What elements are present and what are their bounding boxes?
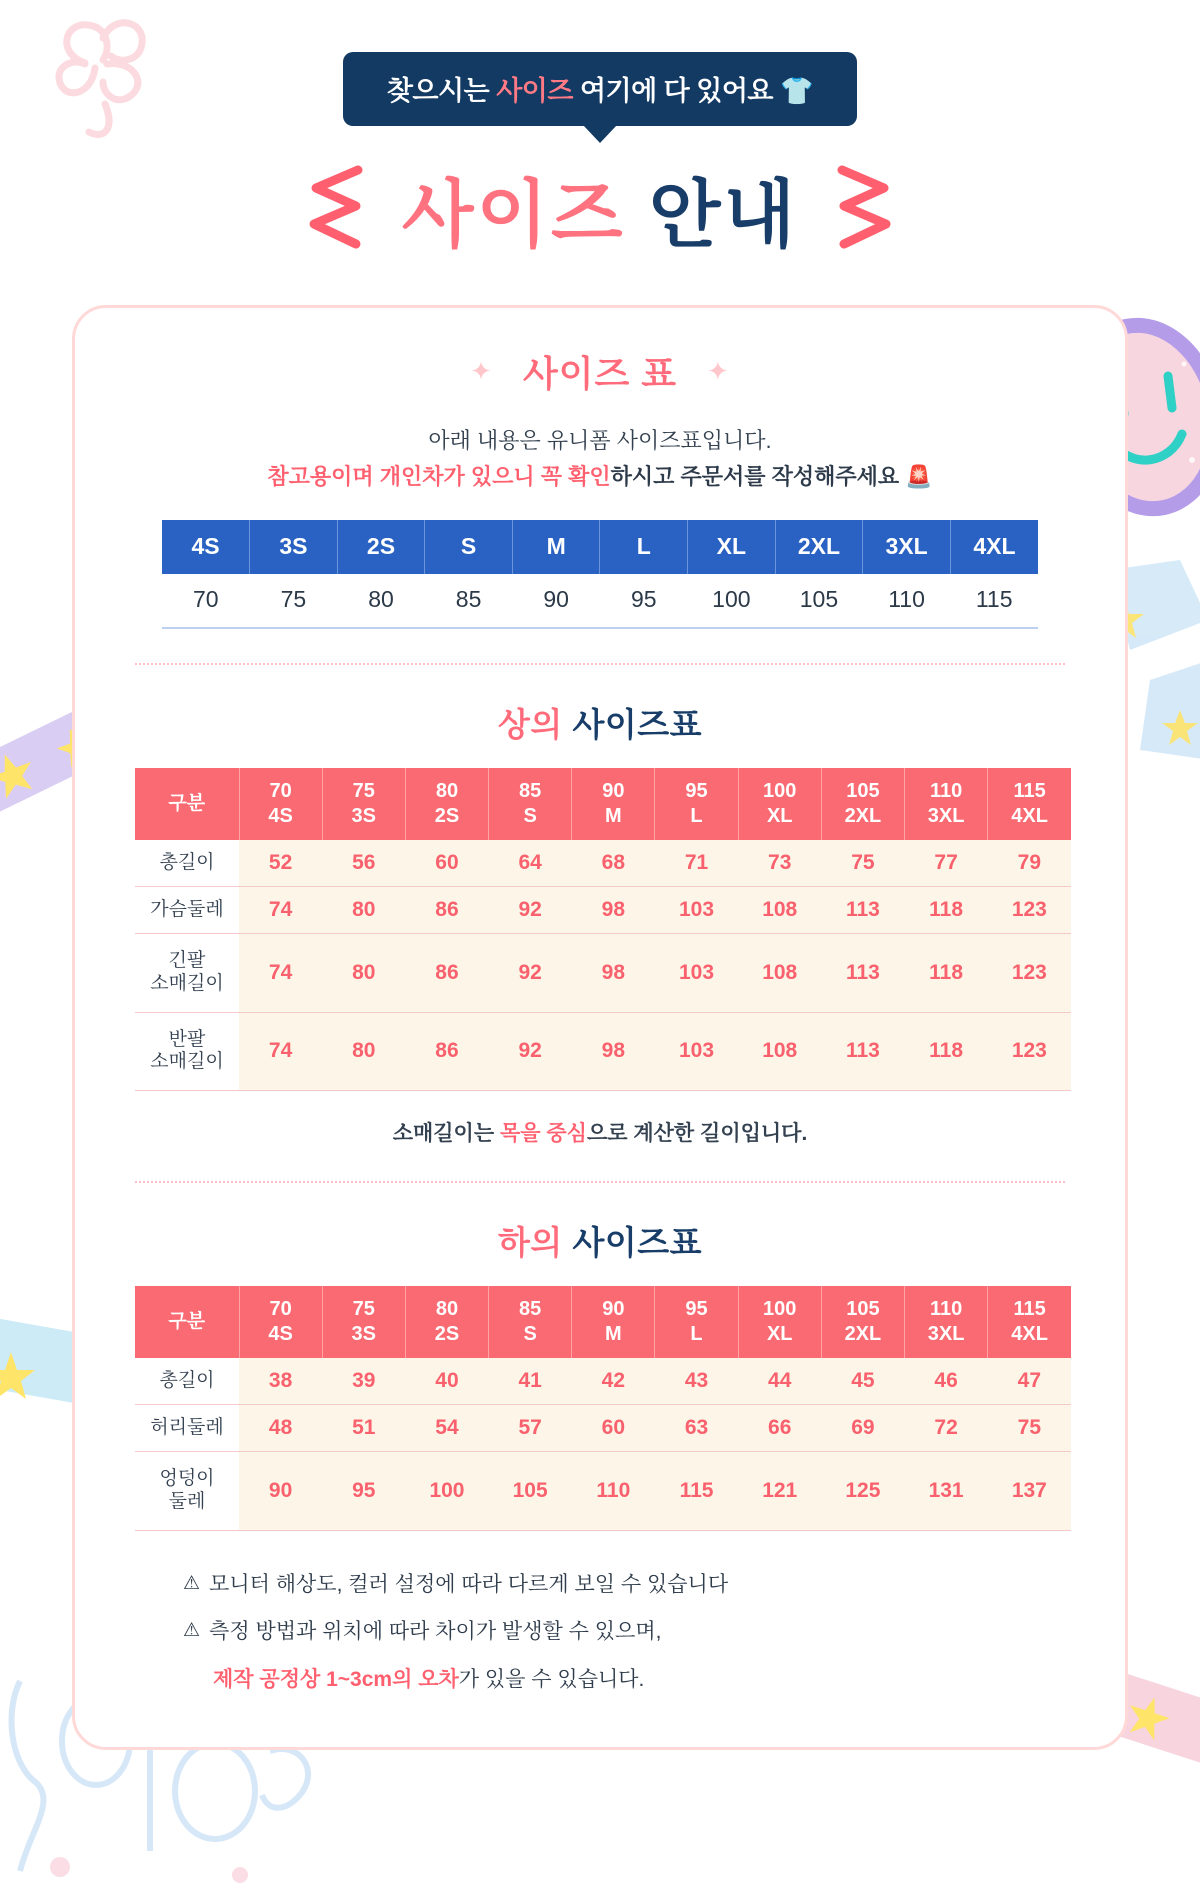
size-code-value-cell: 70 (162, 574, 250, 628)
row-value: 68 (572, 840, 655, 887)
row-value: 75 (988, 1405, 1071, 1452)
size-code-header-cell: 2S (337, 520, 425, 574)
row-value: 57 (489, 1405, 572, 1452)
warning-line-1 (183, 1569, 1065, 1601)
sleeve-note-c: 으로 계산한 길이입니다. (586, 1122, 808, 1146)
top-header-col (239, 768, 322, 840)
row-value: 46 (905, 1358, 988, 1405)
row-value: 110 (572, 1452, 655, 1531)
bottom-header-col (905, 1286, 988, 1358)
col-size: 2XL (844, 804, 882, 827)
col-num: 85 (519, 1298, 542, 1321)
size-code-header-cell: S (425, 520, 513, 574)
section-title-text: 사이즈 표 (522, 353, 678, 394)
col-num: 100 (763, 1298, 797, 1321)
col-size: 3S (351, 1322, 377, 1345)
row-value: 63 (655, 1405, 738, 1452)
row-value: 41 (489, 1358, 572, 1405)
col-size: 3XL (927, 1322, 965, 1345)
row-value: 72 (905, 1405, 988, 1452)
row-value: 45 (821, 1358, 904, 1405)
row-value: 125 (821, 1452, 904, 1531)
row-value: 60 (572, 1405, 655, 1452)
row-label (135, 1452, 239, 1531)
warning-icon: ⚠ (183, 1572, 201, 1594)
top-header-col (821, 768, 904, 840)
size-code-header-cell: L (600, 520, 688, 574)
col-num: 80 (435, 780, 459, 803)
row-value: 48 (239, 1405, 322, 1452)
row-value: 38 (239, 1358, 322, 1405)
table-row (135, 1358, 1071, 1405)
bottom-header-col (239, 1286, 322, 1358)
row-value: 52 (239, 840, 322, 887)
divider-2 (135, 1181, 1065, 1183)
row-value: 54 (405, 1405, 488, 1452)
warning-text-2: 측정 방법과 위치에 따라 차이가 발생할 수 있으며, (209, 1620, 662, 1644)
col-num: 115 (1013, 1298, 1046, 1321)
row-label-line1: 반팔 (168, 1028, 206, 1050)
col-size: XL (766, 804, 793, 827)
col-size: 2XL (844, 1322, 882, 1345)
size-code-table (162, 520, 1038, 629)
top-header-col (738, 768, 821, 840)
top-header-col (905, 768, 988, 840)
siren-icon: 🚨 (905, 463, 933, 489)
col-num: 90 (602, 1298, 625, 1321)
row-value: 98 (572, 1012, 655, 1091)
col-size: 2S (434, 804, 460, 827)
size-code-header-cell: 3S (250, 520, 338, 574)
size-code-value-cell: 100 (688, 574, 776, 628)
ribbon-text-pre: 찾으시는 (386, 76, 497, 106)
row-label: 가슴둘레 (135, 887, 239, 934)
row-value: 73 (738, 840, 821, 887)
col-num: 95 (685, 1298, 708, 1321)
ribbon-arrow-icon (583, 125, 617, 143)
col-num: 90 (602, 780, 625, 803)
squiggle-left-icon (302, 162, 368, 257)
row-value: 47 (988, 1358, 1071, 1405)
row-label: 총길이 (135, 1358, 239, 1405)
size-code-header-cell: 3XL (863, 520, 951, 574)
lead-line-2-highlight: 참고용이며 개인차가 있으니 꼭 확인 (267, 463, 611, 489)
col-size: M (605, 804, 622, 827)
col-num: 110 (929, 780, 963, 803)
row-value: 95 (322, 1452, 405, 1531)
bottom-measurement-table (135, 1286, 1071, 1530)
col-size: 4XL (1011, 1322, 1048, 1345)
bottom-table-heading-navy: 사이즈표 (562, 1224, 702, 1262)
row-value: 80 (322, 934, 405, 1013)
size-code-value-cell: 80 (337, 574, 425, 628)
top-header-first-col: 구분 (135, 768, 239, 840)
row-value: 108 (738, 1012, 821, 1091)
row-value: 92 (489, 1012, 572, 1091)
sparkle-right-icon: ✦ (707, 356, 730, 386)
top-header-col (405, 768, 488, 840)
size-code-header-row (162, 520, 1038, 574)
row-value: 113 (821, 1012, 904, 1091)
col-size: 4XL (1011, 804, 1048, 827)
main-title-row (0, 156, 1200, 262)
col-num: 70 (269, 1298, 292, 1321)
table-row (135, 840, 1071, 887)
row-value: 113 (821, 887, 904, 934)
col-size: L (690, 1322, 703, 1345)
sleeve-note (135, 1117, 1065, 1147)
lead-text (135, 423, 1065, 494)
warning-block (183, 1569, 1065, 1696)
table-row (135, 1452, 1071, 1531)
col-num: 105 (846, 1298, 880, 1321)
size-code-header-cell: M (512, 520, 600, 574)
row-value: 90 (239, 1452, 322, 1531)
top-header-col (322, 768, 405, 840)
warning-icon: ⚠ (183, 1620, 201, 1642)
bottom-table-heading (135, 1217, 1065, 1264)
ribbon-text-post: 여기에 다 있어요 (572, 76, 781, 106)
lead-line-2 (135, 459, 1065, 495)
row-value: 100 (405, 1452, 488, 1531)
row-value: 74 (239, 887, 322, 934)
row-value: 86 (405, 934, 488, 1013)
col-num: 100 (763, 780, 797, 803)
warning-text-3-highlight: 제작 공정상 1~3cm의 오차 (213, 1667, 459, 1691)
row-value: 92 (489, 887, 572, 934)
size-code-value-row (162, 574, 1038, 628)
bottom-header-col (738, 1286, 821, 1358)
row-value: 75 (821, 840, 904, 887)
row-value: 71 (655, 840, 738, 887)
row-value: 131 (905, 1452, 988, 1531)
size-code-header-cell: 4S (162, 520, 250, 574)
row-value: 123 (988, 934, 1071, 1013)
warning-line-3 (213, 1664, 1065, 1696)
ribbon-text-highlight: 사이즈 (496, 76, 573, 106)
row-value: 121 (738, 1452, 821, 1531)
bottom-header-col (405, 1286, 488, 1358)
bottom-header-col (821, 1286, 904, 1358)
row-value: 80 (322, 887, 405, 934)
col-size: 3S (351, 804, 377, 827)
table-row (135, 1012, 1071, 1091)
col-num: 85 (519, 780, 542, 803)
row-value: 44 (738, 1358, 821, 1405)
page-title-pink: 사이즈 (402, 173, 626, 256)
row-value: 118 (905, 1012, 988, 1091)
row-value: 108 (738, 934, 821, 1013)
row-label: 총길이 (135, 840, 239, 887)
size-code-value-cell: 115 (950, 574, 1038, 628)
top-table-header-row (135, 768, 1071, 840)
col-size: 2S (434, 1322, 460, 1345)
sleeve-note-a: 소매길이는 (392, 1122, 500, 1146)
divider-1 (135, 663, 1065, 665)
size-guide-card (72, 305, 1128, 1750)
row-label-line2: 소매길이 (150, 1051, 224, 1073)
size-code-header-cell: 4XL (950, 520, 1038, 574)
size-code-value-cell: 110 (863, 574, 951, 628)
col-size: XL (766, 1322, 793, 1345)
row-value: 86 (405, 1012, 488, 1091)
col-num: 70 (269, 780, 292, 803)
col-num: 110 (929, 1298, 963, 1321)
tshirt-icon: 👕 (780, 76, 814, 106)
squiggle-right-icon (832, 162, 898, 257)
row-value: 56 (322, 840, 405, 887)
top-header-col (489, 768, 572, 840)
row-value: 113 (821, 934, 904, 1013)
col-size: 3XL (927, 804, 965, 827)
col-size: S (523, 1322, 537, 1345)
row-value: 118 (905, 887, 988, 934)
top-table-heading-navy: 사이즈표 (562, 706, 702, 744)
bottom-header-first-col: 구분 (135, 1286, 239, 1358)
row-value: 103 (655, 934, 738, 1013)
col-num: 75 (352, 780, 375, 803)
row-value: 123 (988, 887, 1071, 934)
lead-line-2-rest: 하시고 주문서를 작성해주세요 (610, 463, 906, 489)
warning-line-2 (183, 1616, 1065, 1648)
size-code-value-cell: 105 (775, 574, 863, 628)
warning-text-1: 모니터 해상도, 컬러 설정에 따라 다르게 보일 수 있습니다 (209, 1572, 729, 1596)
row-value: 43 (655, 1358, 738, 1405)
row-value: 103 (655, 887, 738, 934)
row-value: 60 (405, 840, 488, 887)
row-value: 79 (988, 840, 1071, 887)
top-table-heading (135, 699, 1065, 746)
row-value: 66 (738, 1405, 821, 1452)
row-label (135, 934, 239, 1013)
row-value: 105 (489, 1452, 572, 1531)
lead-line-1: 아래 내용은 유니폼 사이즈표입니다. (428, 428, 772, 453)
bottom-table-heading-pink: 하의 (498, 1224, 563, 1262)
col-size: 4S (268, 804, 293, 827)
row-label: 허리둘레 (135, 1405, 239, 1452)
row-value: 103 (655, 1012, 738, 1091)
col-size: 4S (268, 1322, 293, 1345)
table-row (135, 887, 1071, 934)
col-num: 105 (846, 780, 880, 803)
col-size: L (690, 804, 703, 827)
row-label-line1: 긴팔 (168, 950, 206, 972)
top-header-col (572, 768, 655, 840)
bottom-header-col (489, 1286, 572, 1358)
section-title (135, 346, 1065, 397)
col-num: 115 (1013, 780, 1046, 803)
top-table-heading-pink: 상의 (498, 706, 563, 744)
row-label-line2: 소매길이 (150, 972, 224, 994)
col-size: S (523, 804, 537, 827)
row-value: 123 (988, 1012, 1071, 1091)
top-measurement-table (135, 768, 1071, 1091)
row-value: 74 (239, 934, 322, 1013)
row-value: 69 (821, 1405, 904, 1452)
row-value: 42 (572, 1358, 655, 1405)
sleeve-note-highlight: 목을 중심 (499, 1122, 587, 1146)
warning-text-3-rest: 가 있을 수 있습니다. (458, 1667, 645, 1691)
row-value: 64 (489, 840, 572, 887)
header-ribbon (343, 52, 857, 126)
col-size: M (605, 1322, 622, 1345)
row-value: 40 (405, 1358, 488, 1405)
row-value: 51 (322, 1405, 405, 1452)
col-num: 95 (685, 780, 708, 803)
row-value: 77 (905, 840, 988, 887)
row-label-line2: 둘레 (168, 1490, 206, 1512)
size-code-value-cell: 90 (512, 574, 600, 628)
bottom-header-col (655, 1286, 738, 1358)
row-label-line1: 엉덩이 (159, 1468, 215, 1489)
bottom-header-col (322, 1286, 405, 1358)
page-title (402, 156, 798, 262)
bottom-table-header-row (135, 1286, 1071, 1358)
size-code-header-cell: XL (688, 520, 776, 574)
row-value: 92 (489, 934, 572, 1013)
col-num: 80 (435, 1298, 459, 1321)
row-value: 137 (988, 1452, 1071, 1531)
row-value: 98 (572, 887, 655, 934)
page-title-navy: 안내 (649, 173, 798, 256)
row-value: 80 (322, 1012, 405, 1091)
row-label (135, 1012, 239, 1091)
size-code-value-cell: 75 (250, 574, 338, 628)
size-code-value-cell: 95 (600, 574, 688, 628)
top-header-col (988, 768, 1071, 840)
row-value: 39 (322, 1358, 405, 1405)
col-num: 75 (352, 1298, 375, 1321)
bottom-header-col (572, 1286, 655, 1358)
row-value: 108 (738, 887, 821, 934)
sparkle-left-icon: ✦ (470, 356, 493, 386)
size-code-value-cell: 85 (425, 574, 513, 628)
row-value: 86 (405, 887, 488, 934)
bottom-header-col (988, 1286, 1071, 1358)
table-row (135, 1405, 1071, 1452)
table-row (135, 934, 1071, 1013)
row-value: 74 (239, 1012, 322, 1091)
page-header (0, 0, 1200, 262)
top-header-col (655, 768, 738, 840)
row-value: 98 (572, 934, 655, 1013)
size-code-header-cell: 2XL (775, 520, 863, 574)
row-value: 118 (905, 934, 988, 1013)
row-value: 115 (655, 1452, 738, 1531)
